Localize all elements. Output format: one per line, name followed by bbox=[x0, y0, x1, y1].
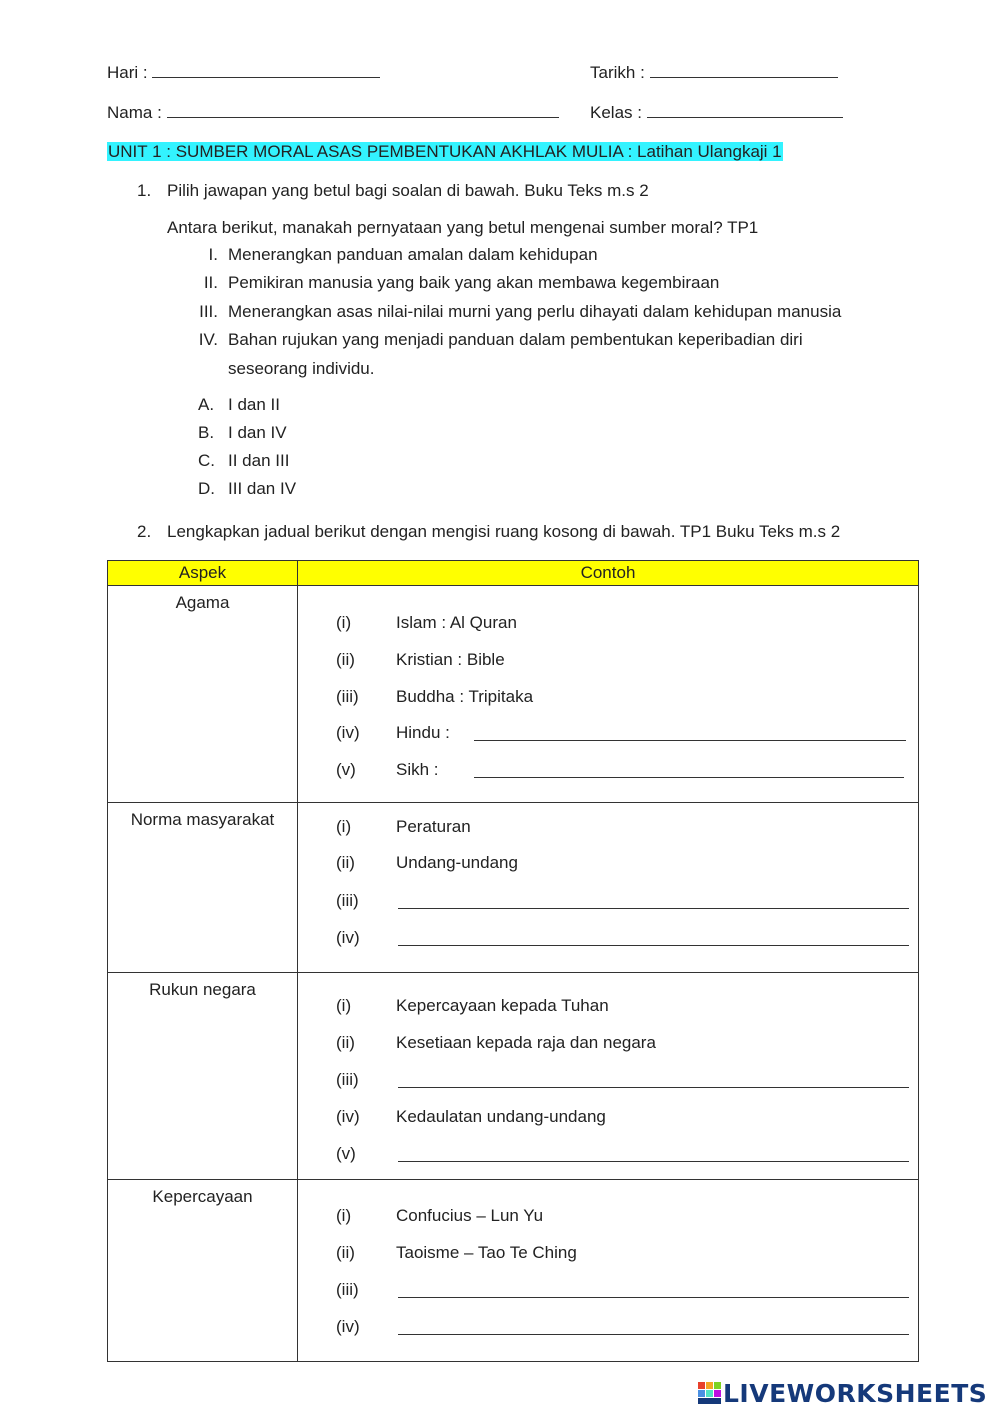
list-item: (i) Kepercayaan kepada Tuhan bbox=[336, 996, 609, 1015]
option-letter: B. bbox=[198, 423, 215, 442]
hari-field bbox=[107, 61, 380, 84]
tarikh-label: Tarikh : bbox=[590, 63, 645, 82]
aspect-norma: Norma masyarakat bbox=[108, 803, 298, 973]
kelas-field bbox=[590, 101, 843, 124]
liveworksheets-logo-icon bbox=[697, 1380, 723, 1406]
statement-text-continued: seseorang individu. bbox=[228, 359, 375, 378]
hari-input[interactable] bbox=[152, 61, 380, 78]
statement-text: Pemikiran manusia yang baik yang akan membawa kegembiraan bbox=[228, 273, 720, 292]
nama-input[interactable] bbox=[167, 101, 559, 118]
list-item: (iii) bbox=[336, 891, 359, 910]
statement-numeral: I. bbox=[208, 245, 218, 264]
answer-blank-kepercayaan-iv[interactable] bbox=[398, 1334, 909, 1335]
list-item: (iv) Kedaulatan undang-undang bbox=[336, 1107, 606, 1126]
table-row bbox=[108, 1180, 919, 1362]
header-aspek: Aspek bbox=[108, 561, 298, 586]
tarikh-field bbox=[590, 61, 838, 84]
q1-question: Antara berikut, manakah pernyataan yang betul mengenai sumber moral? TP1 bbox=[167, 218, 759, 237]
kelas-input[interactable] bbox=[647, 101, 843, 118]
aspect-kepercayaan: Kepercayaan bbox=[108, 1180, 298, 1362]
list-item: (i) Peraturan bbox=[336, 817, 471, 836]
statement-numeral: III. bbox=[199, 302, 218, 321]
nama-field bbox=[107, 101, 559, 124]
list-item: (iii) bbox=[336, 1070, 359, 1089]
option-letter: A. bbox=[198, 395, 215, 414]
kelas-label: Kelas : bbox=[590, 103, 642, 122]
q1-instruction: Pilih jawapan yang betul bagi soalan di bawah. Buku Teks m.s 2 bbox=[167, 181, 649, 200]
answer-blank-kepercayaan-iii[interactable] bbox=[398, 1297, 909, 1298]
contoh-rukun-negara bbox=[298, 973, 919, 1180]
q2-number: 2. bbox=[137, 522, 152, 541]
logo-text: LIVEWORKSHEETS bbox=[723, 1378, 988, 1408]
table-row bbox=[108, 803, 919, 973]
list-item: (iii) bbox=[336, 1280, 359, 1299]
answer-blank-hindu[interactable] bbox=[474, 740, 906, 741]
answer-blank-rukun-iii[interactable] bbox=[398, 1087, 909, 1088]
table-row bbox=[108, 973, 919, 1180]
list-item: (v) Sikh : bbox=[336, 760, 439, 779]
q1-number: 1. bbox=[137, 181, 152, 200]
liveworksheets-logo bbox=[697, 1378, 987, 1408]
page-title-text: UNIT 1 : SUMBER MORAL ASAS PEMBENTUKAN AKHLAK MULIA : Latihan Ulangkaji 1 bbox=[108, 142, 782, 161]
statement-numeral: IV. bbox=[198, 330, 218, 349]
statement-numeral: II. bbox=[203, 273, 218, 292]
option-c[interactable]: II dan III bbox=[228, 451, 290, 470]
hari-label: Hari : bbox=[107, 63, 148, 82]
answer-blank-norma-iii[interactable] bbox=[398, 908, 909, 909]
list-item: (ii) Kristian : Bible bbox=[336, 650, 505, 669]
contoh-norma bbox=[298, 803, 919, 973]
list-item: (ii) Kesetiaan kepada raja dan negara bbox=[336, 1033, 656, 1052]
contoh-agama bbox=[298, 586, 919, 803]
answer-blank-norma-iv[interactable] bbox=[398, 945, 909, 946]
header-contoh: Contoh bbox=[298, 561, 919, 586]
list-item: (ii) Undang-undang bbox=[336, 853, 518, 872]
option-letter: C. bbox=[198, 451, 215, 470]
page-title bbox=[107, 141, 783, 163]
aspect-agama: Agama bbox=[108, 586, 298, 803]
list-item: (iv) bbox=[336, 1317, 360, 1336]
statement-text: Menerangkan asas nilai-nilai murni yang perlu dihayati dalam kehidupan manusia bbox=[228, 302, 842, 321]
q2-instruction: Lengkapkan jadual berikut dengan mengisi ruang kosong di bawah. TP1 Buku Teks m.s 2 bbox=[167, 522, 841, 541]
option-d[interactable]: III dan IV bbox=[228, 479, 297, 498]
aspek-contoh-table bbox=[107, 560, 919, 1362]
list-item: (ii) Taoisme – Tao Te Ching bbox=[336, 1243, 577, 1262]
list-item: (i) Confucius – Lun Yu bbox=[336, 1206, 544, 1225]
table-header-row bbox=[108, 561, 919, 586]
table-row bbox=[108, 586, 919, 803]
answer-blank-sikh[interactable] bbox=[474, 777, 904, 778]
nama-label: Nama : bbox=[107, 103, 162, 122]
list-item: (iv) bbox=[336, 928, 360, 947]
list-item: (v) bbox=[336, 1144, 356, 1163]
option-b[interactable]: I dan IV bbox=[228, 423, 287, 442]
list-item: (i) Islam : Al Quran bbox=[336, 613, 517, 632]
list-item: (iv) Hindu : bbox=[336, 723, 450, 742]
option-a[interactable]: I dan II bbox=[228, 395, 280, 414]
statement-text: Menerangkan panduan amalan dalam kehidupan bbox=[228, 245, 598, 264]
option-letter: D. bbox=[198, 479, 215, 498]
list-item: (iii) Buddha : Tripitaka bbox=[336, 687, 534, 706]
contoh-kepercayaan bbox=[298, 1180, 919, 1362]
statement-text: Bahan rujukan yang menjadi panduan dalam pembentukan keperibadian diri bbox=[228, 330, 803, 349]
aspect-rukun-negara: Rukun negara bbox=[108, 973, 298, 1180]
answer-blank-rukun-v[interactable] bbox=[398, 1161, 909, 1162]
tarikh-input[interactable] bbox=[650, 61, 838, 78]
